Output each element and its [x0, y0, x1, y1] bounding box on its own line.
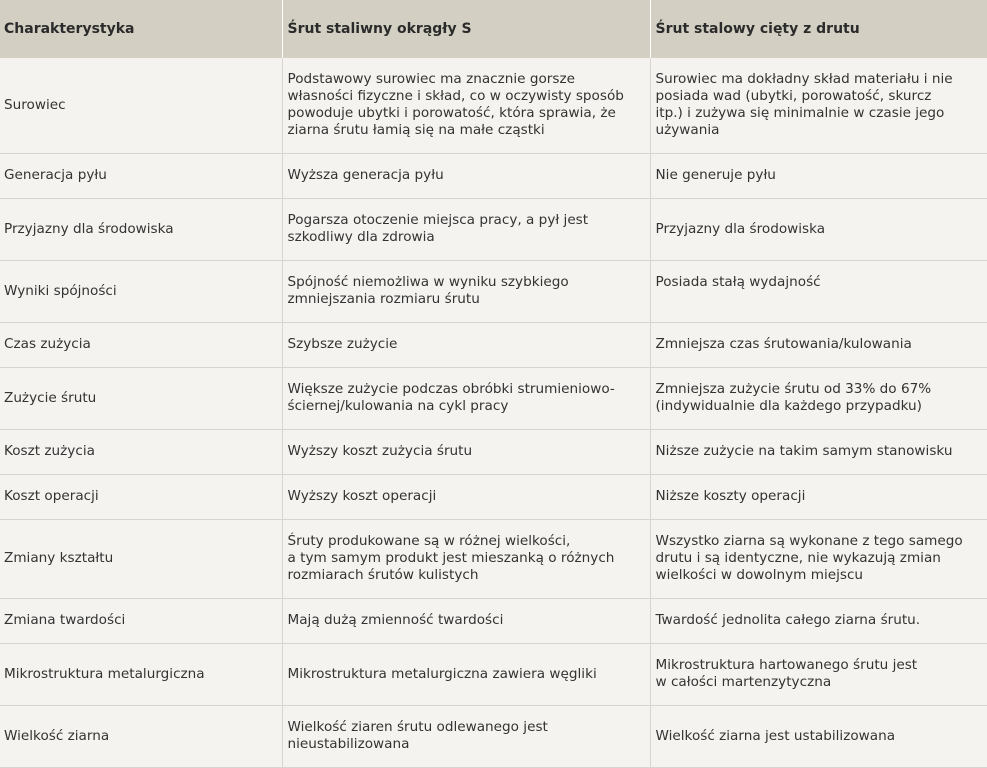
row-label: Mikrostruktura metalurgiczna: [0, 643, 282, 705]
cell-text-line: (indywidualnie dla każdego przypadku): [655, 398, 922, 414]
cell-text-line: Nie generuje pyłu: [655, 167, 776, 183]
header-round-cast-shot: Śrut staliwny okrągły S: [282, 0, 650, 58]
cell-text-line: Mikrostruktura hartowanego śrutu jest: [655, 657, 918, 673]
row-label: Wielkość ziarna: [0, 705, 282, 767]
cell-round-cast-shot: [282, 643, 650, 705]
cell-text-line: Niższe zużycie na takim samym stanowisku: [655, 443, 953, 459]
table-row: [0, 598, 987, 643]
cell-text-line: zmniejszania rozmiaru śrutu: [287, 291, 480, 307]
cell-round-cast-shot: [282, 260, 650, 322]
table-row: [0, 322, 987, 367]
table-body: [0, 58, 987, 767]
table-row: [0, 367, 987, 429]
header-cut-wire-shot: Śrut stalowy cięty z drutu: [650, 0, 987, 58]
cell-text-line: Podstawowy surowiec ma znacznie gorsze: [287, 71, 575, 88]
cell-cut-wire-shot: [650, 153, 987, 198]
cell-text-line: Zmniejsza czas śrutowania/kulowania: [655, 336, 912, 352]
cell-text-line: powoduje ubytki i porowatość, która sprawia, że: [287, 105, 616, 122]
table-row: [0, 260, 987, 322]
table-row: [0, 429, 987, 474]
cell-text-line: Wielkość ziarna jest ustabilizowana: [655, 727, 896, 744]
cell-text-line: Surowiec ma dokładny skład materiału i nie: [655, 71, 953, 88]
cell-text-line: ściernej/kulowania na cykl pracy: [287, 398, 509, 414]
cell-text-line: posiada wad (ubytki, porowatość, skurcz: [655, 88, 932, 105]
cell-round-cast-shot: [282, 705, 650, 767]
cell-text-line: Szybsze zużycie: [287, 336, 398, 352]
cell-text-line: Posiada stałą wydajność: [655, 274, 821, 290]
cell-round-cast-shot: [282, 598, 650, 643]
header-row: [0, 0, 987, 58]
cell-round-cast-shot: [282, 474, 650, 519]
row-label: Zmiana twardości: [0, 598, 282, 643]
table-row: [0, 153, 987, 198]
cell-cut-wire-shot: [650, 367, 987, 429]
cell-cut-wire-shot: [650, 643, 987, 705]
table-row: [0, 705, 987, 767]
cell-cut-wire-shot: [650, 519, 987, 598]
cell-cut-wire-shot: [650, 474, 987, 519]
cell-text-line: ziarna śrutu łamią się na małe cząstki: [287, 122, 545, 139]
cell-text-line: [656, 291, 982, 308]
cell-text-line: nieustabilizowana: [287, 736, 410, 752]
row-label: Zmiany kształtu: [0, 519, 282, 598]
row-label: Zużycie śrutu: [0, 367, 282, 429]
row-label: Koszt zużycia: [0, 429, 282, 474]
table-row: [0, 474, 987, 519]
row-label: Generacja pyłu: [0, 153, 282, 198]
cell-cut-wire-shot: [650, 198, 987, 260]
cell-text-line: drutu i są identyczne, nie wykazują zmian: [655, 550, 941, 566]
cell-text-line: Większe zużycie podczas obróbki strumieniowo-: [287, 381, 615, 397]
cell-text-line: używania: [655, 122, 720, 139]
table-row: [0, 643, 987, 705]
row-label: Czas zużycia: [0, 322, 282, 367]
cell-text-line: Śruty produkowane są w różnej wielkości,: [287, 533, 571, 549]
cell-text-line: szkodliwy dla zdrowia: [287, 229, 435, 245]
cell-text-line: Mikrostruktura metalurgiczna zawiera węgliki: [287, 665, 597, 682]
cell-cut-wire-shot: [650, 598, 987, 643]
table-row: [0, 198, 987, 260]
row-label: Surowiec: [0, 58, 282, 153]
cell-cut-wire-shot: [650, 322, 987, 367]
cell-text-line: Wszystko ziarna są wykonane z tego samego: [655, 533, 963, 549]
cell-text-line: Wielkość ziaren śrutu odlewanego jest: [287, 719, 548, 735]
cell-text-line: itp.) i zużywa się minimalnie w czasie jego: [655, 105, 945, 122]
table-row: [0, 519, 987, 598]
row-label: Przyjazny dla środowiska: [0, 198, 282, 260]
header-characteristic: Charakterystyka: [0, 0, 282, 58]
cell-text-line: w całości martenzytyczna: [655, 674, 832, 690]
cell-text-line: Spójność niemożliwa w wyniku szybkiego: [287, 274, 569, 290]
cell-text-line: wielkości w dowolnym miejscu: [655, 567, 864, 583]
cell-round-cast-shot: [282, 198, 650, 260]
row-label: Wyniki spójności: [0, 260, 282, 322]
cell-cut-wire-shot: [650, 705, 987, 767]
cell-round-cast-shot: [282, 429, 650, 474]
cell-cut-wire-shot: [650, 58, 987, 153]
cell-text-line: Przyjazny dla środowiska: [655, 220, 826, 237]
cell-round-cast-shot: [282, 153, 650, 198]
cell-text-line: Mają dużą zmienność twardości: [287, 612, 504, 628]
cell-cut-wire-shot: [650, 260, 987, 322]
cell-round-cast-shot: [282, 322, 650, 367]
cell-round-cast-shot: [282, 58, 650, 153]
cell-text-line: a tym samym produkt jest mieszanką o różnych: [287, 550, 615, 566]
cell-cut-wire-shot: [650, 429, 987, 474]
cell-text-line: Pogarsza otoczenie miejsca pracy, a pył jest: [287, 212, 589, 228]
cell-text-line: Wyższa generacja pyłu: [287, 167, 444, 183]
table-row: [0, 58, 987, 153]
row-label: Koszt operacji: [0, 474, 282, 519]
cell-text-line: własności fizyczne i skład, co w oczywisty sposób: [287, 88, 624, 105]
cell-text-line: Wyższy koszt operacji: [287, 488, 437, 504]
cell-text-line: Twardość jednolita całego ziarna śrutu.: [655, 612, 921, 628]
cell-text-line: Wyższy koszt zużycia śrutu: [287, 443, 473, 459]
cell-text-line: Zmniejsza zużycie śrutu od 33% do 67%: [655, 381, 932, 397]
cell-text-line: rozmiarach śrutów kulistych: [287, 567, 479, 583]
cell-round-cast-shot: [282, 519, 650, 598]
cell-text-line: Niższe koszty operacji: [655, 488, 806, 504]
cell-round-cast-shot: [282, 367, 650, 429]
